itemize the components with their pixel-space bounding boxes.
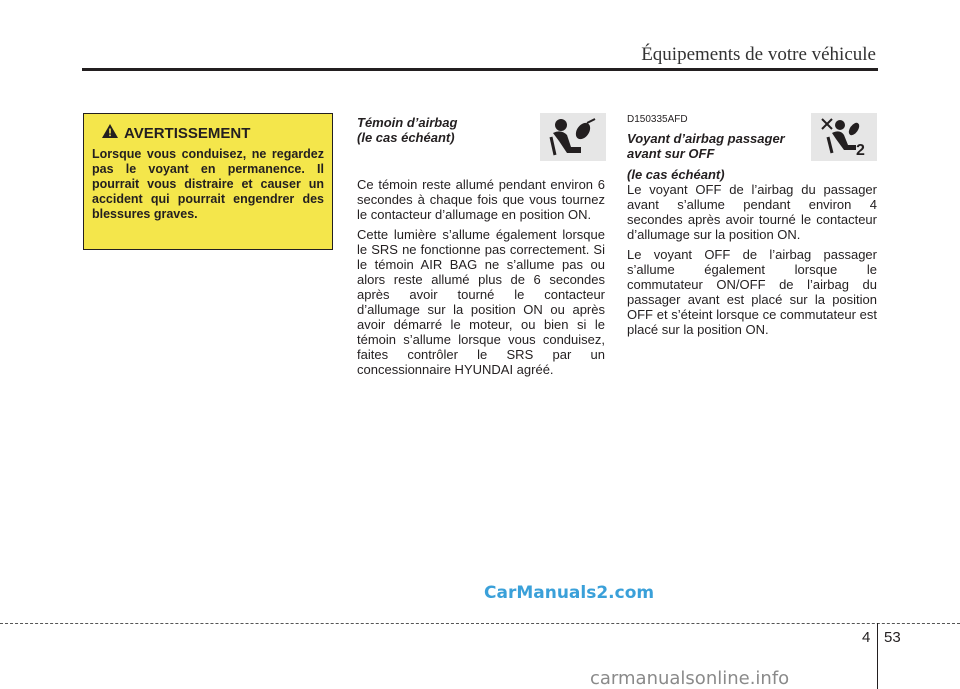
airbag-warning-icon [540, 113, 606, 161]
airbag-title: Témoin d’airbag (le cas échéant) [357, 115, 458, 145]
airbag-paragraph: Cette lumière s’allume également lorsque le SRS ne fonctionne pas correctement. Si le témoin AIR BAG ne s’allume pas ou alors reste allumé plus de 6 secondes après avoir tourné le contacteur d’allumage sur la position ON ou après avoir démarré le moteur, ou bien si le témoin s’allume lorsque vous conduisez, faites contrôler le SRS par un concessionnaire HYUNDAI agréé. [357, 227, 605, 377]
passenger-paragraph: Le voyant OFF de l’airbag du passager avant s’allume pendant environ 4 secondes après avoir tourné le contacteur d’allumage sur la position ON. [627, 182, 877, 242]
svg-text:2: 2 [856, 142, 865, 157]
warning-header [102, 124, 324, 143]
warning-box [83, 113, 333, 250]
footer-watermark: carmanualsonline.info [590, 668, 790, 689]
section-number: 4 [862, 629, 871, 646]
footer-rule [0, 623, 960, 624]
page-header-title: Équipements de votre véhicule [641, 44, 876, 65]
passenger-airbag-off-icon [811, 113, 877, 161]
passenger-airbag-title: Voyant d’airbag passager avant sur OFF (le cas échéant) [627, 131, 785, 182]
header-rule [82, 68, 878, 71]
warning-title: AVERTISSEMENT [124, 125, 251, 142]
section-code: D150335AFD [627, 114, 688, 125]
page-separator [877, 623, 878, 689]
warning-triangle-icon [102, 124, 118, 143]
watermark-link[interactable]: CarManuals2.com [484, 583, 655, 603]
page-number: 53 [884, 629, 901, 646]
airbag-paragraph: Ce témoin reste allumé pendant environ 6 secondes à chaque fois que vous tournez le contacteur d’allumage en position ON. [357, 177, 605, 222]
warning-text: Lorsque vous conduisez, ne regardez pas le voyant en permanence. Il pourrait vous distraire et causer un accident qui pourrait engendrer des blessures graves. [92, 147, 324, 221]
passenger-paragraph: Le voyant OFF de l’airbag passager s’allume également lorsque le commutateur ON/OFF de l’airbag du passager avant est placé sur la position OFF et s’éteint lorsque ce commutateur est placé sur la position ON. [627, 247, 877, 337]
